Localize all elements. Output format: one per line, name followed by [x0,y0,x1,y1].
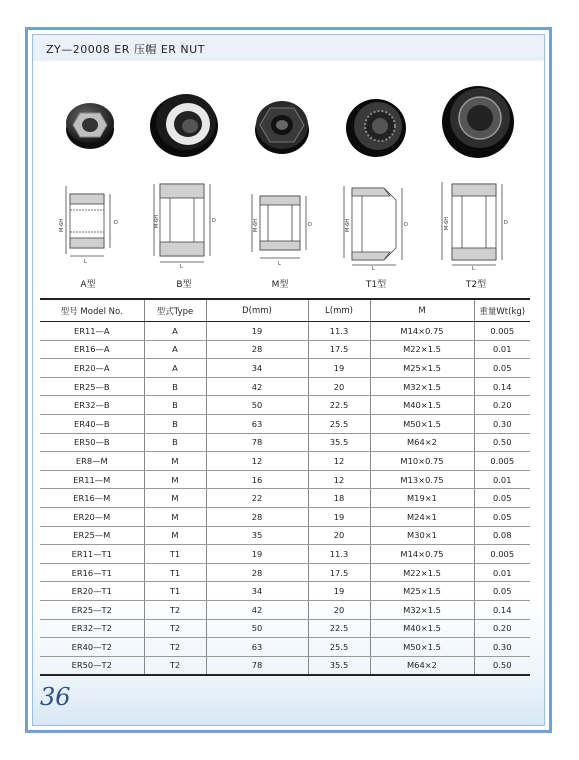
table-cell: ER16—A [40,340,144,359]
table-cell: M25×1.5 [370,359,474,378]
drawing-type-b [148,178,220,270]
table-cell: 19 [308,507,370,526]
table-cell: 0.30 [474,414,530,433]
table-row [40,433,530,452]
col-d: D(mm) [206,299,308,322]
table-cell: ER25—T2 [40,600,144,619]
label-type-t1: T1型 [365,280,387,290]
table-cell: M40×1.5 [370,396,474,415]
dim-d-label: D [308,222,312,228]
label-type-m: M型 [271,280,289,290]
table-cell: M [144,526,206,545]
table-cell: ER16—T1 [40,563,144,582]
dim-thread-label: M-6H [59,218,65,232]
dim-d-label: D [404,222,408,228]
table-cell: M50×1.5 [370,638,474,657]
col-model: 型号 Model No. [40,299,144,322]
table-cell: M19×1 [370,489,474,508]
table-cell: 25.5 [308,638,370,657]
table-cell: M [144,452,206,471]
table-cell: 0.05 [474,359,530,378]
table-cell: 0.01 [474,563,530,582]
table-cell: 50 [206,619,308,638]
table-cell: ER40—B [40,414,144,433]
table-cell: 17.5 [308,563,370,582]
table-cell: ER32—B [40,396,144,415]
dim-l-label: L [372,266,375,270]
table-cell: M40×1.5 [370,619,474,638]
table-cell: 0.05 [474,489,530,508]
dim-d-label: D [114,220,118,226]
table-row [40,507,530,526]
table-header-row [40,299,530,322]
table-cell: ER25—M [40,526,144,545]
dim-thread-label: M-6H [444,216,450,230]
table-cell: B [144,414,206,433]
table-cell: 0.01 [474,340,530,359]
table-cell: 0.14 [474,600,530,619]
table-cell: M32×1.5 [370,600,474,619]
dim-thread-label: M-6H [345,218,351,232]
table-cell: M25×1.5 [370,582,474,601]
dim-thread-label: M-6H [154,214,160,228]
table-cell: 35 [206,526,308,545]
table-cell: 63 [206,414,308,433]
table-cell: M14×0.75 [370,322,474,341]
table-cell: 11.3 [308,322,370,341]
table-cell: T1 [144,582,206,601]
table-cell: ER25—B [40,377,144,396]
table-cell: 35.5 [308,433,370,452]
table-cell: A [144,340,206,359]
table-cell: 42 [206,377,308,396]
dim-thread-label: M-6H [253,218,259,232]
table-cell: ER50—B [40,433,144,452]
table-cell: 34 [206,582,308,601]
table-row [40,526,530,545]
table-cell: M22×1.5 [370,563,474,582]
table-cell: 0.50 [474,656,530,675]
page-number: 36 [40,683,71,711]
spec-table [40,298,530,676]
table-cell: M64×2 [370,656,474,675]
table-cell: B [144,377,206,396]
table-cell: 28 [206,507,308,526]
dim-l-label: L [472,266,475,270]
table-cell: 12 [308,452,370,471]
table-cell: 35.5 [308,656,370,675]
col-l: L(mm) [308,299,370,322]
table-cell: ER50—T2 [40,656,144,675]
table-cell: 0.05 [474,582,530,601]
table-cell: 17.5 [308,340,370,359]
table-cell: 34 [206,359,308,378]
col-weight: 重量Wt(kg) [474,299,530,322]
table-row [40,322,530,341]
table-row [40,489,530,508]
table-row [40,396,530,415]
table-cell: T1 [144,545,206,564]
nut-type-a-photo [60,95,120,155]
table-cell: M [144,470,206,489]
table-cell: ER11—T1 [40,545,144,564]
col-type: 型式Type [144,299,206,322]
drawing-type-m [246,190,316,270]
table-cell: 0.20 [474,619,530,638]
drawing-type-a [58,180,122,270]
table-cell: 18 [308,489,370,508]
table-cell: ER16—M [40,489,144,508]
table-row [40,545,530,564]
table-cell: T2 [144,619,206,638]
dim-l-label: L [84,259,87,265]
table-cell: 0.14 [474,377,530,396]
table-row [40,377,530,396]
table-cell: 22 [206,489,308,508]
table-cell: T2 [144,656,206,675]
table-cell: 0.30 [474,638,530,657]
table-cell: M10×0.75 [370,452,474,471]
table-cell: 78 [206,656,308,675]
table-row [40,600,530,619]
table-cell: 0.20 [474,396,530,415]
table-cell: 20 [308,377,370,396]
table-cell: 12 [308,470,370,489]
table-cell: 16 [206,470,308,489]
table-cell: 22.5 [308,396,370,415]
table-cell: ER20—A [40,359,144,378]
table-cell: ER20—T1 [40,582,144,601]
table-cell: B [144,433,206,452]
table-cell: ER20—M [40,507,144,526]
table-cell: 42 [206,600,308,619]
table-row [40,470,530,489]
table-cell: 19 [206,322,308,341]
table-cell: 0.05 [474,507,530,526]
table-cell: 20 [308,526,370,545]
page-title: ZY—20008 ER 压帽 ER NUT [46,43,205,56]
col-m: M [370,299,474,322]
table-cell: ER40—T2 [40,638,144,657]
table-cell: 19 [308,582,370,601]
table-cell: ER8—M [40,452,144,471]
table-cell: 28 [206,340,308,359]
table-cell: 0.50 [474,433,530,452]
label-type-a: A型 [80,280,96,290]
table-cell: M22×1.5 [370,340,474,359]
table-cell: A [144,359,206,378]
nut-type-m-photo [250,92,314,158]
table-cell: A [144,322,206,341]
drawing-type-t1 [338,182,410,270]
table-cell: 22.5 [308,619,370,638]
table-cell: 25.5 [308,414,370,433]
dim-d-label: D [212,218,216,224]
table-cell: 0.005 [474,452,530,471]
table-cell: 0.005 [474,322,530,341]
nut-type-b-photo [146,86,222,160]
table-cell: 19 [308,359,370,378]
table-row [40,359,530,378]
table-cell: 0.005 [474,545,530,564]
table-row [40,656,530,675]
table-cell: 12 [206,452,308,471]
table-cell: T1 [144,563,206,582]
table-cell: 50 [206,396,308,415]
dim-l-label: L [180,264,183,270]
table-cell: T2 [144,600,206,619]
table-cell: T2 [144,638,206,657]
table-cell: ER32—T2 [40,619,144,638]
dim-d-label: D [504,220,508,226]
label-type-b: B型 [176,280,192,290]
table-cell: M64×2 [370,433,474,452]
table-cell: M [144,507,206,526]
table-row [40,340,530,359]
table-cell: M14×0.75 [370,545,474,564]
table-row [40,582,530,601]
table-cell: 20 [308,600,370,619]
table-cell: ER11—M [40,470,144,489]
table-cell: 0.01 [474,470,530,489]
nut-type-t1-photo [342,92,410,160]
table-row [40,638,530,657]
table-cell: 19 [206,545,308,564]
table-cell: M24×1 [370,507,474,526]
table-cell: 78 [206,433,308,452]
table-row [40,619,530,638]
table-cell: M32×1.5 [370,377,474,396]
table-cell: ER11—A [40,322,144,341]
table-row [40,414,530,433]
drawing-type-t2 [436,178,516,270]
table-row [40,452,530,471]
dim-l-label: L [278,261,281,267]
table-cell: M [144,489,206,508]
table-cell: M13×0.75 [370,470,474,489]
table-cell: 28 [206,563,308,582]
table-cell: B [144,396,206,415]
nut-type-t2-photo [438,80,518,162]
table-cell: 0.08 [474,526,530,545]
table-cell: M30×1 [370,526,474,545]
table-cell: 63 [206,638,308,657]
label-type-t2: T2型 [465,280,487,290]
table-cell: M50×1.5 [370,414,474,433]
table-row [40,563,530,582]
table-cell: 11.3 [308,545,370,564]
